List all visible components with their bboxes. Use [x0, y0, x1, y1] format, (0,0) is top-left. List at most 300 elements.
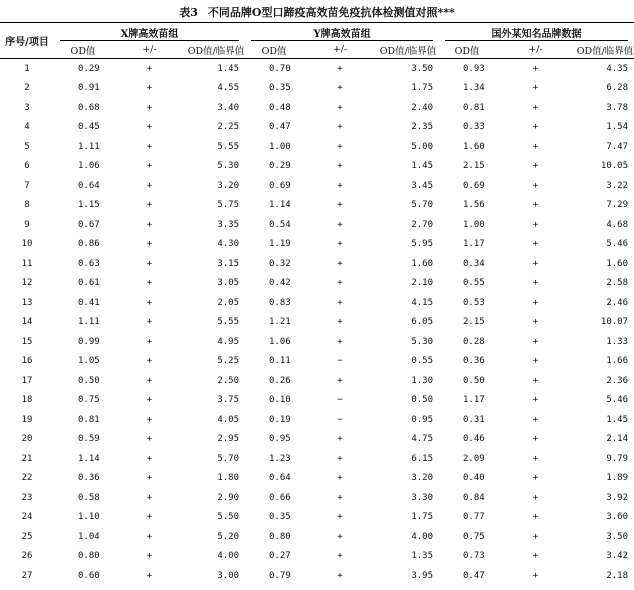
cell-f-sign: + [532, 161, 539, 172]
cell-seq: 23 [21, 492, 33, 503]
cell-f-sign: + [532, 297, 539, 308]
cell-f-od: 0.31 [463, 414, 485, 425]
cell-y-ratio: 2.35 [411, 122, 434, 133]
cell-x-sign: + [146, 570, 153, 581]
cell-f-sign: + [532, 278, 539, 289]
cell-seq: 25 [21, 531, 33, 542]
cell-x-ratio: 2.90 [217, 492, 240, 503]
cell-f-sign: + [532, 200, 539, 211]
cell-x-sign: + [146, 278, 153, 289]
cell-f-ratio: 5.46 [606, 395, 629, 406]
cell-x-od: 0.80 [78, 551, 100, 562]
cell-f-ratio: 1.60 [606, 258, 629, 269]
cell-f-od: 0.75 [463, 531, 485, 542]
cell-x-ratio: 2.05 [217, 297, 240, 308]
cell-f-ratio: 3.22 [606, 180, 629, 191]
cell-y-sign: + [337, 141, 343, 152]
cell-f-od: 0.46 [463, 434, 485, 445]
cell-x-od: 0.67 [78, 219, 100, 230]
cell-x-ratio: 3.05 [217, 278, 240, 289]
header-sub-row [0, 41, 634, 59]
cell-f-od: 0.69 [463, 180, 485, 191]
cell-f-ratio: 5.46 [606, 239, 629, 250]
cell-f-ratio: 6.28 [606, 83, 629, 94]
cell-x-od: 0.68 [78, 102, 100, 113]
cell-f-sign: + [532, 180, 539, 191]
table-row [0, 371, 634, 391]
cell-x-ratio: 5.30 [217, 161, 240, 172]
cell-f-ratio: 7.47 [606, 141, 629, 152]
cell-y-sign: + [337, 336, 343, 347]
cell-x-od: 0.99 [78, 336, 100, 347]
cell-x-ratio: 2.50 [217, 375, 240, 386]
cell-f-sign: + [532, 141, 539, 152]
cell-f-od: 1.56 [463, 200, 485, 211]
cell-f-ratio: 2.18 [606, 570, 629, 581]
cell-y-ratio: 5.95 [411, 239, 434, 250]
cell-x-od: 0.29 [78, 63, 100, 74]
cell-y-sign: + [337, 434, 343, 445]
cell-y-sign: + [337, 297, 343, 308]
cell-x-sign: + [146, 297, 153, 308]
cell-x-sign: + [146, 122, 153, 133]
cell-y-od: 0.26 [269, 375, 291, 386]
cell-f-ratio: 7.29 [606, 200, 629, 211]
table-row [0, 157, 634, 177]
cell-x-ratio: 2.25 [217, 122, 240, 133]
cell-x-ratio: 5.75 [217, 200, 240, 211]
cell-x-ratio: 3.00 [217, 570, 240, 581]
cell-y-od: 0.32 [269, 258, 291, 269]
cell-f-sign: + [532, 453, 539, 464]
cell-f-od: 2.15 [463, 317, 485, 328]
cell-x-ratio: 4.05 [217, 414, 240, 425]
cell-x-ratio: 5.55 [217, 317, 240, 328]
table-row [0, 352, 634, 372]
cell-f-ratio: 2.36 [606, 375, 629, 386]
cell-f-sign: + [532, 473, 539, 484]
cell-x-od: 0.50 [78, 375, 100, 386]
cell-y-ratio: 2.40 [411, 102, 434, 113]
cell-y-od: 0.35 [269, 512, 291, 523]
cell-f-sign: + [532, 63, 539, 74]
table-row [0, 196, 634, 216]
cell-y-sign: + [337, 219, 343, 230]
cell-f-sign: + [532, 258, 539, 269]
table-row [0, 215, 634, 235]
table-row [0, 488, 634, 508]
cell-f-sign: + [532, 239, 539, 250]
cell-y-sign: + [337, 83, 343, 94]
cell-f-ratio: 2.14 [606, 434, 629, 445]
cell-seq: 8 [24, 200, 30, 211]
cell-f-ratio: 1.45 [606, 414, 629, 425]
table-row [0, 547, 634, 567]
cell-y-od: 0.10 [269, 395, 291, 406]
cell-x-sign: + [146, 63, 153, 74]
cell-f-od: 2.15 [463, 161, 485, 172]
cell-f-sign: + [532, 395, 539, 406]
cell-y-ratio: 3.50 [411, 63, 434, 74]
cell-y-sign: + [337, 453, 343, 464]
cell-seq: 15 [21, 336, 33, 347]
cell-x-sign: + [146, 161, 153, 172]
cell-x-ratio: 3.40 [217, 102, 240, 113]
cell-y-ratio: 1.75 [411, 83, 434, 94]
table-row [0, 274, 634, 294]
cell-seq: 7 [24, 180, 30, 191]
cell-f-ratio: 4.68 [606, 219, 629, 230]
header-od: OD值 [261, 45, 287, 57]
cell-x-sign: + [146, 239, 153, 250]
cell-y-od: 0.83 [269, 297, 291, 308]
cell-f-ratio: 1.66 [606, 356, 629, 367]
table-row [0, 137, 634, 157]
cell-y-od: 0.66 [269, 492, 291, 503]
cell-y-od: 0.95 [269, 434, 291, 445]
cell-seq: 21 [21, 453, 33, 464]
cell-x-sign: + [146, 258, 153, 269]
header-group-x [54, 23, 245, 42]
cell-x-od: 1.14 [78, 453, 100, 464]
header-sign: +/- [332, 44, 348, 55]
cell-f-ratio: 3.92 [606, 492, 629, 503]
cell-y-sign: + [337, 122, 343, 133]
cell-f-od: 0.50 [463, 375, 485, 386]
cell-f-od: 0.55 [463, 278, 485, 289]
cell-f-ratio: 3.78 [606, 102, 629, 113]
header-ratio: OD值/临界值 [576, 45, 634, 57]
cell-f-ratio: 9.79 [606, 453, 629, 464]
cell-x-od: 0.59 [78, 434, 100, 445]
cell-x-ratio: 5.25 [217, 356, 240, 367]
cell-y-sign: + [337, 200, 343, 211]
cell-x-od: 1.10 [78, 512, 100, 523]
cell-x-ratio: 2.95 [217, 434, 240, 445]
cell-f-sign: + [532, 219, 539, 230]
cell-y-sign: + [337, 180, 343, 191]
cell-x-ratio: 3.15 [217, 258, 240, 269]
cell-x-sign: + [146, 375, 153, 386]
cell-x-od: 0.60 [78, 570, 100, 581]
cell-x-sign: + [146, 200, 153, 211]
cell-seq: 19 [21, 414, 33, 425]
cell-y-sign: + [337, 258, 343, 269]
cell-y-ratio: 2.10 [411, 278, 434, 289]
cell-seq: 18 [21, 395, 33, 406]
cell-f-sign: + [532, 434, 539, 445]
table-row [0, 254, 634, 274]
cell-y-sign: − [337, 356, 343, 367]
cell-f-ratio: 10.07 [600, 317, 629, 328]
cell-y-ratio: 0.55 [411, 356, 434, 367]
cell-y-od: 0.48 [269, 102, 291, 113]
cell-x-sign: + [146, 180, 153, 191]
cell-y-sign: + [337, 551, 343, 562]
cell-y-od: 0.47 [269, 122, 291, 133]
cell-seq: 4 [24, 122, 30, 133]
cell-x-od: 1.15 [78, 200, 100, 211]
cell-x-ratio: 4.55 [217, 83, 240, 94]
cell-y-sign: + [337, 239, 343, 250]
table-row [0, 59, 634, 79]
cell-f-od: 0.53 [463, 297, 485, 308]
cell-x-sign: + [146, 356, 153, 367]
cell-f-ratio: 10.05 [600, 161, 629, 172]
cell-f-sign: + [532, 512, 539, 523]
table-row [0, 235, 634, 255]
cell-f-od: 0.81 [463, 102, 485, 113]
cell-seq: 27 [21, 570, 33, 581]
cell-seq: 6 [24, 161, 30, 172]
cell-x-od: 1.11 [78, 141, 100, 152]
cell-y-sign: + [337, 570, 343, 581]
header-group-y-label: Y牌高效苗组 [313, 28, 371, 40]
cell-x-ratio: 1.80 [217, 473, 240, 484]
cell-seq: 24 [21, 512, 33, 523]
cell-f-ratio: 2.46 [606, 297, 629, 308]
cell-x-od: 0.41 [78, 297, 100, 308]
cell-y-ratio: 2.70 [411, 219, 434, 230]
cell-y-ratio: 1.60 [411, 258, 434, 269]
cell-f-od: 1.60 [463, 141, 485, 152]
cell-x-od: 0.81 [78, 414, 100, 425]
cell-f-od: 0.77 [463, 512, 485, 523]
cell-x-od: 0.64 [78, 180, 100, 191]
cell-y-od: 0.19 [269, 414, 291, 425]
cell-x-od: 0.45 [78, 122, 100, 133]
header-group-row [0, 23, 634, 42]
cell-y-od: 0.29 [269, 161, 291, 172]
cell-x-sign: + [146, 453, 153, 464]
cell-f-ratio: 3.42 [606, 551, 629, 562]
cell-x-sign: + [146, 492, 153, 503]
cell-y-ratio: 4.15 [411, 297, 434, 308]
header-ratio: OD值/临界值 [187, 45, 245, 57]
cell-y-ratio: 0.50 [411, 395, 434, 406]
cell-x-sign: + [146, 531, 153, 542]
cell-y-od: 0.27 [269, 551, 291, 562]
table-row [0, 527, 634, 547]
table-row [0, 293, 634, 313]
cell-y-ratio: 3.30 [411, 492, 434, 503]
cell-seq: 12 [21, 278, 33, 289]
cell-x-od: 0.61 [78, 278, 100, 289]
cell-seq: 13 [21, 297, 33, 308]
cell-f-sign: + [532, 102, 539, 113]
cell-y-ratio: 4.75 [411, 434, 434, 445]
cell-y-od: 0.79 [269, 570, 291, 581]
cell-y-od: 1.21 [269, 317, 291, 328]
cell-x-od: 0.63 [78, 258, 100, 269]
table-row [0, 332, 634, 352]
cell-y-od: 0.69 [269, 180, 291, 191]
cell-x-sign: + [146, 434, 153, 445]
cell-seq: 11 [21, 258, 33, 269]
cell-x-od: 0.86 [78, 239, 100, 250]
cell-f-od: 0.84 [463, 492, 485, 503]
cell-f-od: 0.40 [463, 473, 485, 484]
cell-f-sign: + [532, 492, 539, 503]
cell-y-ratio: 5.30 [411, 336, 434, 347]
cell-f-od: 1.17 [463, 239, 485, 250]
cell-y-sign: + [337, 512, 343, 523]
cell-y-od: 0.42 [269, 278, 291, 289]
cell-seq: 16 [21, 356, 33, 367]
table-row [0, 508, 634, 528]
cell-x-ratio: 4.00 [217, 551, 240, 562]
cell-seq: 10 [21, 239, 33, 250]
cell-f-od: 1.34 [463, 83, 485, 94]
cell-f-sign: + [532, 336, 539, 347]
cell-y-od: 1.19 [269, 239, 291, 250]
cell-f-sign: + [532, 317, 539, 328]
cell-f-od: 1.17 [463, 395, 485, 406]
cell-y-sign: + [337, 102, 343, 113]
header-od: OD值 [454, 45, 480, 57]
cell-f-ratio: 3.50 [606, 531, 629, 542]
cell-f-od: 0.33 [463, 122, 485, 133]
cell-y-sign: + [337, 375, 343, 386]
cell-x-od: 0.36 [78, 473, 100, 484]
cell-seq: 17 [21, 375, 33, 386]
table-row [0, 176, 634, 196]
cell-x-sign: + [146, 141, 153, 152]
header-group-x-label: X牌高效苗组 [120, 28, 179, 40]
table-body [0, 59, 634, 586]
cell-y-ratio: 3.95 [411, 570, 434, 581]
cell-f-sign: + [532, 570, 539, 581]
cell-y-ratio: 5.00 [411, 141, 434, 152]
table-row [0, 566, 634, 586]
cell-y-sign: + [337, 63, 343, 74]
cell-x-ratio: 1.45 [217, 63, 240, 74]
cell-x-ratio: 5.50 [217, 512, 240, 523]
cell-seq: 9 [24, 219, 30, 230]
table-row [0, 410, 634, 430]
cell-y-ratio: 0.95 [411, 414, 434, 425]
header-sign: +/- [528, 44, 543, 55]
cell-seq: 26 [21, 551, 33, 562]
table-row [0, 98, 634, 118]
cell-y-od: 1.00 [269, 141, 291, 152]
cell-y-sign: + [337, 473, 343, 484]
header-group-foreign-label: 国外某知名品牌数据 [491, 28, 582, 40]
cell-y-od: 1.14 [269, 200, 291, 211]
cell-x-sign: + [146, 83, 153, 94]
cell-y-ratio: 1.45 [411, 161, 434, 172]
cell-f-ratio: 1.33 [606, 336, 629, 347]
table-row [0, 469, 634, 489]
cell-y-sign: − [337, 414, 343, 425]
cell-y-ratio: 1.35 [411, 551, 434, 562]
cell-y-sign: + [337, 492, 343, 503]
cell-x-sign: + [146, 395, 153, 406]
cell-seq: 5 [24, 141, 30, 152]
cell-y-sign: − [337, 395, 343, 406]
cell-x-ratio: 4.30 [217, 239, 240, 250]
table-row [0, 391, 634, 411]
cell-f-sign: + [532, 375, 539, 386]
cell-y-od: 0.64 [269, 473, 291, 484]
cell-x-sign: + [146, 414, 153, 425]
cell-y-ratio: 1.30 [411, 375, 434, 386]
cell-f-od: 0.93 [463, 63, 485, 74]
cell-f-ratio: 1.54 [606, 122, 629, 133]
cell-x-od: 0.58 [78, 492, 100, 503]
cell-f-od: 0.28 [463, 336, 485, 347]
cell-x-ratio: 5.20 [217, 531, 240, 542]
header-seq: 序号/项目 [5, 37, 49, 48]
header-group-foreign [439, 23, 634, 42]
cell-x-od: 1.04 [78, 531, 100, 542]
cell-f-sign: + [532, 356, 539, 367]
cell-f-sign: + [532, 531, 539, 542]
table-caption [0, 4, 634, 20]
table-row [0, 79, 634, 99]
cell-f-ratio: 1.89 [606, 473, 629, 484]
cell-x-sign: + [146, 102, 153, 113]
table-row [0, 313, 634, 333]
cell-x-od: 1.11 [78, 317, 100, 328]
cell-y-od: 0.80 [269, 531, 291, 542]
cell-f-sign: + [532, 122, 539, 133]
cell-x-sign: + [146, 336, 153, 347]
header-group-y [245, 23, 439, 42]
cell-y-ratio: 6.15 [411, 453, 434, 464]
cell-x-ratio: 3.35 [217, 219, 240, 230]
cell-seq: 2 [24, 83, 30, 94]
cell-y-od: 0.70 [269, 63, 291, 74]
cell-x-od: 0.91 [78, 83, 100, 94]
cell-x-ratio: 5.70 [217, 453, 240, 464]
cell-f-od: 1.00 [463, 219, 485, 230]
cell-x-od: 0.75 [78, 395, 100, 406]
cell-f-od: 0.47 [463, 570, 485, 581]
cell-y-od: 0.11 [269, 356, 291, 367]
cell-x-ratio: 4.95 [217, 336, 240, 347]
header-sign: +/- [142, 44, 157, 55]
cell-y-od: 1.06 [269, 336, 291, 347]
table-label: 表3 [179, 6, 198, 19]
table-row [0, 449, 634, 469]
cell-y-ratio: 5.70 [411, 200, 434, 211]
cell-y-sign: + [337, 531, 343, 542]
cell-y-sign: + [337, 161, 343, 172]
cell-y-ratio: 3.45 [411, 180, 434, 191]
cell-f-sign: + [532, 551, 539, 562]
cell-f-sign: + [532, 83, 539, 94]
cell-f-ratio: 2.58 [606, 278, 629, 289]
cell-seq: 3 [24, 102, 30, 113]
cell-y-od: 1.23 [269, 453, 291, 464]
cell-y-ratio: 6.05 [411, 317, 434, 328]
cell-f-od: 0.73 [463, 551, 485, 562]
cell-f-od: 2.09 [463, 453, 485, 464]
cell-x-sign: + [146, 512, 153, 523]
cell-y-ratio: 4.00 [411, 531, 434, 542]
cell-x-ratio: 3.75 [217, 395, 240, 406]
cell-x-od: 1.06 [78, 161, 100, 172]
cell-x-ratio: 3.20 [217, 180, 240, 191]
cell-y-ratio: 1.75 [411, 512, 434, 523]
cell-y-od: 0.54 [269, 219, 291, 230]
cell-f-sign: + [532, 414, 539, 425]
cell-y-sign: + [337, 278, 343, 289]
header-od: OD值 [70, 45, 96, 57]
cell-y-od: 0.35 [269, 83, 291, 94]
cell-x-sign: + [146, 551, 153, 562]
